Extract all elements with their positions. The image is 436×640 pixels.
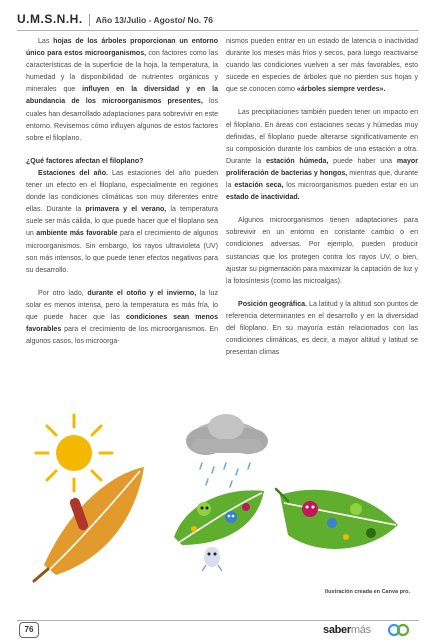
bold-text-run: ambiente más favorable	[36, 230, 118, 238]
header	[17, 12, 213, 28]
right-column	[226, 36, 418, 359]
bold-text-run: hojas de los árboles proporcionan un entorno único para estos microorganismos,	[26, 38, 218, 58]
text-run: Por otro lado,	[38, 289, 88, 297]
left-paragraph-2	[26, 168, 218, 277]
bold-text-run: «árboles siempre verdes».	[296, 86, 386, 94]
text-run: los microorganismos pueden estar en un	[283, 182, 419, 190]
cloud-icon	[186, 414, 268, 455]
bold-text-run: primavera y el verano,	[85, 206, 167, 214]
green-leaf-center-icon	[174, 490, 264, 545]
rain-drops	[200, 463, 250, 487]
text-run: Algunos microorganismos tienen adaptaciones para sobrevivir en un entorno en constante cambio o en condiciones adversas. Por ejemplo, pueden producir sustancias que los protegen contra los rayos UV, o bien, ajustar su pigmentación para maximizar la captación de luz y la fotosíntesis (como las microalgas).	[226, 217, 418, 285]
leaf-illustration	[26, 405, 416, 600]
brand-logo	[323, 624, 371, 636]
section-heading: ¿Qué factores afectan el filoplano?	[26, 157, 144, 165]
left-paragraph-3	[26, 288, 218, 348]
issue-label: Año 13/Julio - Agosto/ No. 76	[95, 15, 213, 25]
orange-leaf-icon	[34, 467, 144, 581]
left-column	[26, 36, 218, 348]
bold-text-run: Posición geográfica.	[238, 300, 307, 308]
bold-text-run: mayor proliferación de bacterias y hongos,	[226, 157, 418, 177]
text-run: con factores como las características de la superficie de la hoja, la temperatura, la humedad y la disponibilidad de nutrientes orgánicos y minerales que	[26, 50, 218, 94]
text-run: puede haber una	[328, 157, 397, 165]
right-paragraph-4	[226, 299, 418, 359]
left-paragraph-1	[26, 36, 218, 145]
text-run: para el crecimiento de los microorganismos. En algunos casos, los microorga-	[26, 326, 218, 346]
right-paragraph-2	[226, 107, 418, 204]
text-run: Las precipitaciones también pueden tener un impacto en el filoplano. En áreas con estaciones secas y húmedas muy definidas, el filoplano puede alterarse significativamente en su composición durante los cambios de una estación a otra. Durante la	[226, 109, 418, 165]
microbe-creature-icon	[202, 547, 222, 571]
header-rule	[17, 30, 419, 31]
brand-mark-icon	[388, 622, 410, 638]
page-number: 76	[19, 622, 39, 638]
text-run: Las	[38, 38, 54, 45]
text-run: Las estaciones del año pueden tener un efecto en el filoplano, especialmente en regiones donde las condiciones climáticas son muy diferentes entre ellas. Durante la	[26, 169, 218, 214]
bold-text-run: influyen en la diversidad y en la abundancia de los microorganismos presentes,	[26, 86, 218, 106]
illustration-caption: Ilustración creada en Canva pro.	[325, 589, 410, 595]
bold-text-run: estación seca,	[234, 182, 284, 190]
page-footer	[0, 612, 436, 640]
bold-text-run: condiciones sean menos favorables	[26, 313, 218, 334]
text-run: para el crecimiento de algunos microorganismos. Sin embargo, los rayos ultravioleta (UV) son más intensos, lo que puede tener efectos negativos para su desarrollo.	[26, 230, 219, 274]
green-leaf-right-icon	[276, 489, 398, 549]
text-run: nismos pueden entrar en un estado de latencia o inactividad durante los meses más fríos y secos, para luego reactivarse cuando las condiciones vuelven a ser más favorables, esto sucede en especies de árboles que no pierden sus hojas y que se conocen como	[226, 38, 418, 94]
right-paragraph-3	[226, 215, 418, 288]
text-run: los cuales han desarrollado adaptaciones para sobrevivir en este entorno. Revisemos cómo influyen algunos de estos factores sobre el filoplano.	[26, 98, 218, 142]
right-paragraph-1	[226, 36, 418, 96]
footer-rule	[17, 620, 419, 621]
text-run: La latitud y la altitud son puntos de referencia determinantes en el desarrollo y en la diversidad del filoplano. En su mayoría están relacionados con las condiciones climáticas, es decir, a mayor altitud y latitud se presentan climas	[226, 300, 419, 357]
journal-org: U.M.S.N.H.	[17, 12, 83, 26]
brand-name-bold: saber	[323, 624, 351, 636]
brand-name-light: más	[350, 624, 371, 636]
bold-text-run: durante el otoño y el invierno,	[87, 289, 197, 297]
header-separator	[89, 14, 90, 26]
bold-text-run: estado de inactividad.	[226, 194, 300, 202]
sun-icon	[36, 415, 112, 491]
bold-text-run: estación húmeda,	[266, 157, 329, 165]
bold-text-run: Estaciones del año.	[38, 169, 108, 177]
text-run: la temperatura suele ser más cálida, lo que puede hacer que el filoplano sea un	[26, 206, 218, 238]
text-run: mientras que, durante la	[226, 169, 418, 190]
text-run: la luz solar es menos intensa, pero la temperatura es más fría, lo que puede hacer que las	[26, 289, 218, 321]
